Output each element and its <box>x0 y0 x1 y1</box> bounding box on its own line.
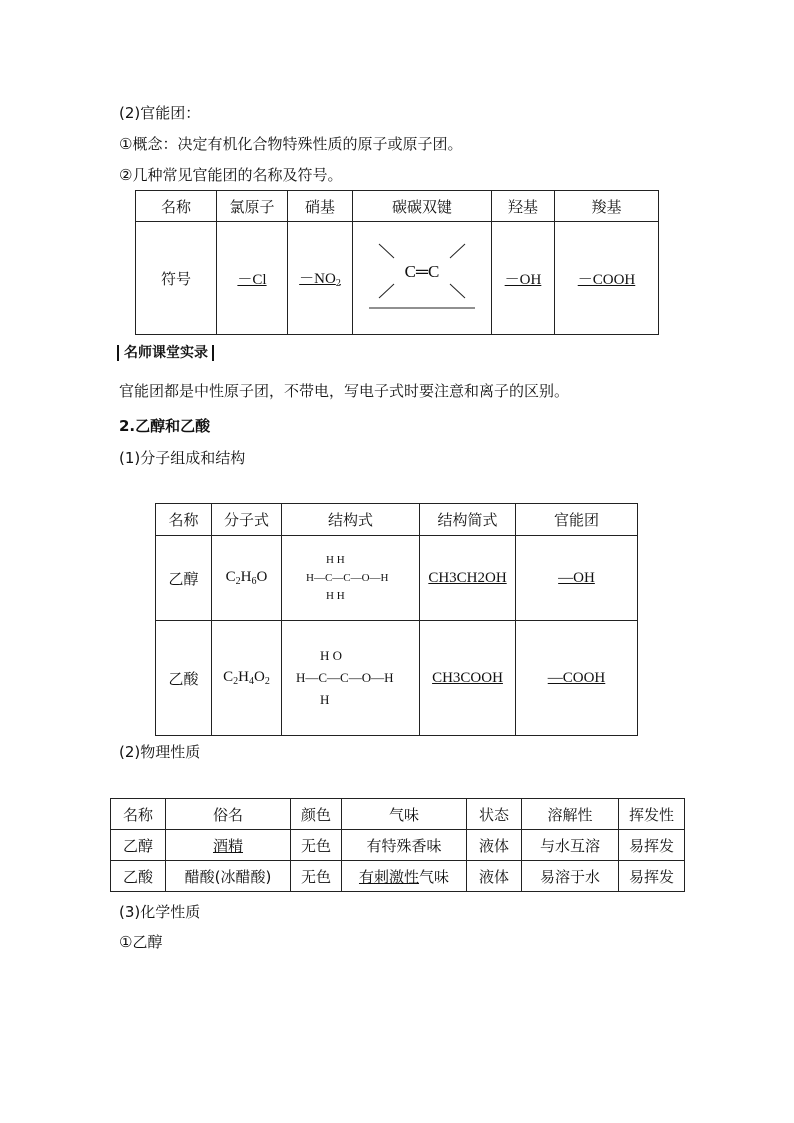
carboxyl-symbol: －COOH <box>577 271 636 288</box>
t1-header: 羟基 <box>492 191 555 222</box>
composition-heading: (1)分子组成和结构 <box>119 449 246 467</box>
ethanol-simple-formula: CH3CH2OH <box>428 569 507 586</box>
t1-header: 羧基 <box>555 191 659 222</box>
concept-line: ①概念：决定有机化合物特殊性质的原子或原子团。 <box>119 135 463 153</box>
table-row <box>111 861 685 892</box>
property-cell: 易挥发 <box>619 830 685 861</box>
t1-row-label: 符号 <box>136 222 217 335</box>
table-row <box>111 830 685 861</box>
property-cell: 乙醇 <box>111 830 166 861</box>
ethanol-formula: $C_2H_6O$ <box>212 536 282 621</box>
property-cell: 无色 <box>291 861 342 892</box>
functional-group-table <box>135 190 659 335</box>
property-cell: 易挥发 <box>619 861 685 892</box>
property-cell: 与水互溶 <box>522 830 619 861</box>
nitro-symbol: $-NO_2$ <box>299 271 341 289</box>
teacher-record-badge: 名师课堂实录 <box>117 345 208 361</box>
cc-bond-text: C═C <box>404 262 440 281</box>
hydroxyl-symbol: －OH <box>504 271 542 288</box>
property-cell: 液体 <box>467 830 522 861</box>
ethanol-subheading: ①乙醇 <box>119 933 163 951</box>
common-name: 醋酸(冰醋酸) <box>166 861 291 892</box>
acetic-formula: $C_2H_4O_2$ <box>212 621 282 736</box>
t3-header: 名称 <box>111 799 166 830</box>
t2-header: 名称 <box>156 504 212 536</box>
ethanol-name: 乙醇 <box>156 536 212 621</box>
functional-group-heading: (2)官能团： <box>119 104 201 122</box>
t3-header: 挥发性 <box>619 799 685 830</box>
property-cell: 液体 <box>467 861 522 892</box>
acetic-group: —COOH <box>547 669 606 686</box>
t2-header: 结构简式 <box>420 504 516 536</box>
cc-double-bond-diagram <box>367 238 477 314</box>
t2-header: 分子式 <box>212 504 282 536</box>
t1-header: 碳碳双键 <box>353 191 492 222</box>
ethanol-structure: H H H—C—C—O—H H H <box>282 536 420 621</box>
chemical-properties-heading: (3)化学性质 <box>119 903 201 921</box>
t3-header: 状态 <box>467 799 522 830</box>
smell-cell: 有刺激性气味 <box>342 861 467 892</box>
cc-double-bond-cell <box>353 222 492 335</box>
ethanol-group: —OH <box>558 569 595 586</box>
section-heading: 2.乙醇和乙酸 <box>119 417 211 435</box>
property-cell: 无色 <box>291 830 342 861</box>
physical-properties-heading: (2)物理性质 <box>119 743 201 761</box>
t1-header: 名称 <box>136 191 217 222</box>
t3-header: 气味 <box>342 799 467 830</box>
t2-header: 官能团 <box>516 504 638 536</box>
acetic-structure: H O H—C—C—O—H H <box>282 621 420 736</box>
t2-header: 结构式 <box>282 504 420 536</box>
common-groups-line: ②几种常见官能团的名称及符号。 <box>119 166 343 184</box>
teacher-note: 官能团都是中性原子团，不带电，写电子式时要注意和离子的区别。 <box>119 382 570 400</box>
t3-header: 俗名 <box>166 799 291 830</box>
acetic-simple-formula: CH3COOH <box>432 669 503 686</box>
chloro-symbol: －Cl <box>237 271 267 288</box>
acetic-name: 乙酸 <box>156 621 212 736</box>
t3-header: 颜色 <box>291 799 342 830</box>
t1-header: 硝基 <box>288 191 353 222</box>
property-cell: 易溶于水 <box>522 861 619 892</box>
structure-table <box>155 503 638 736</box>
physical-properties-table <box>110 798 685 892</box>
property-cell: 乙酸 <box>111 861 166 892</box>
t1-header: 氯原子 <box>217 191 288 222</box>
smell-cell: 有特殊香味 <box>342 830 467 861</box>
t3-header: 溶解性 <box>522 799 619 830</box>
common-name: 酒精 <box>212 836 243 855</box>
